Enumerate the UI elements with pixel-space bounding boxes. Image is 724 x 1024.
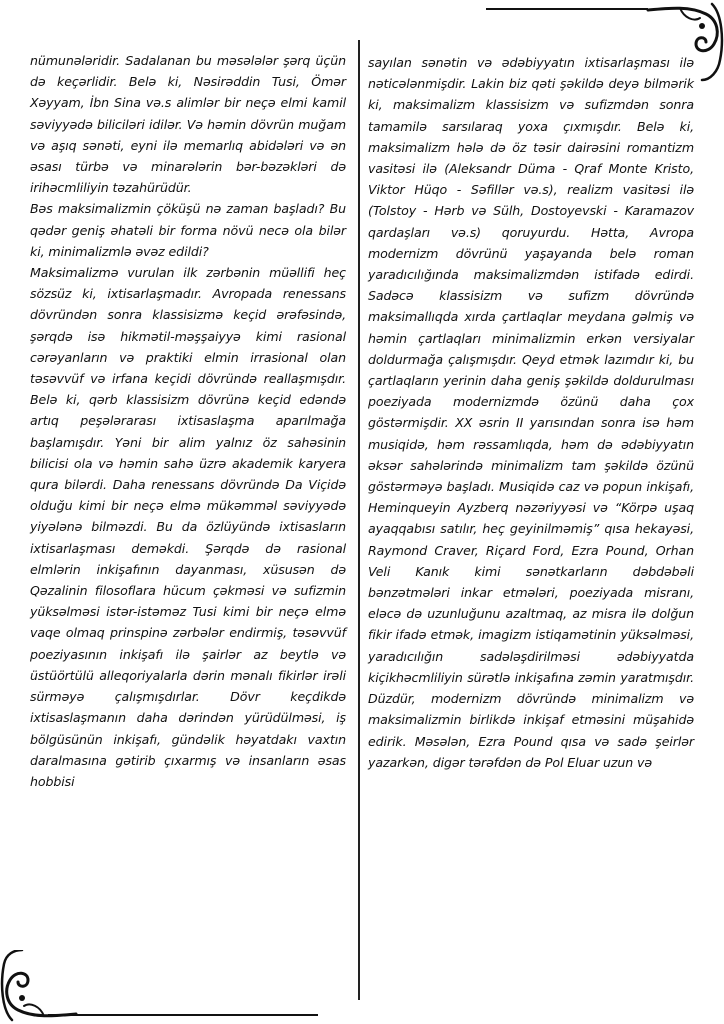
paragraph: Maksimalizmə vurulan ilk zərbənin müəllifi heç sözsüz ki, ixtisarlaşmadır. Avropada renessans dövründən sonra klassisizmə keçid ərəfəsində, şərqdə isə hikmətil-məşşaiyyə kimi rasional cərəyanların və praktiki elmin irrasional olan təsəvvüf və irfana keçidi dövründə reallaşmışdır. Belə ki, qərb klassisizm dövrünə keçid edəndə artıq peşələrarası ixtisaslaşma aparılmağa başlamışdır. Yəni bir alim yalnız öz sahəsinin bilicisi ola və həmin sahə üzrə akademik karyera qura bilərdi. Daha renessans dövründə Da Viçidə olduğu kimi bir neçə elmə mükəmməl səviyyədə yiyələnə bilməzdi. Bu da özlüyündə ixtisasların ixtisarlaşması deməkdi. Şərqdə də rasional elmlərin inkişafının dayanması, xüsusən də Qəzalinin filosoflara hücum çəkməsi və sufizmin yüksəlməsi istər-istəməz Tusi kimi bir neçə elmə vaqe olmaq prinspinə zərbələr endirmiş, təsəvvüf poeziyasının inkişafı ilə şairlər az beytlə və üstüörtülü alleqoriyalarla dərin mənalı fikirlər irəli sürməyə çalışmışdırlar. Dövr keçdikdə ixtisaslaşmanın daha dərindən yürüdülməsi, iş bölgüsünün inkişafı, gündəlik həyatdakı vaxtın daralmasına gətirib çıxarmış və insanların əsas hobbisi <box>30 265 346 789</box>
right-text-column <box>368 52 694 773</box>
corner-ornament-bottom-left-icon <box>0 950 80 1024</box>
top-rule <box>486 8 648 10</box>
paragraph: nümunələridir. Sadalanan bu məsələlər şərq üçün də keçərlidir. Belə ki, Nəsirəddin Tusi, Ömər Xəyyam, İbn Sina və.s alimlər bir neçə elmi kamil səviyyədə biliciləri idilər. Və həmin dövrün muğam və aşıq sənəti, eyni ilə memarlıq abidələri və ən əsası türbə və minarələrin bər-bəzəkləri də irihəcmliliyin təzahürüdür. <box>30 53 346 196</box>
paragraph: Bəs maksimalizmin çöküşü nə zaman başladı? Bu qədər geniş əhatəli bir forma növü necə ola bilər ki, minimalizmlə əvəz edildi? <box>30 201 346 259</box>
left-text-column <box>30 50 346 792</box>
column-divider <box>358 40 360 1000</box>
paragraph: sayılan sənətin və ədəbiyyatın ixtisarlaşması ilə nəticələnmişdir. Lakin biz qəti şəkildə deyə bilmərik ki, maksimalizm klassisizm və sufizmdən sonra tamamilə sarsılaraq yoxa çıxmışdır. Belə ki, maksimalizm hələ də öz təsir dairəsini romantizm vasitəsi ilə (Aleksandr Düma - Qraf Monte Kristo, Viktor Hüqo - Səfillər və.s), realizm vasitəsi ilə (Tolstoy - Hərb və Sülh, Dostoyevski - Karamazov qardaşları və.s) qoruyurdu. Hətta, Avropa modernizm dövrünü yaşayanda belə roman yaradıcılığında maksimalizmdən istifadə edirdi. Sadəcə klassisizm və sufizm dövründə maksimallıqda xırda çartlaqlar meydana gəlmiş və həmin çartlaqları minimalizmin erkən versiyalar doldurmağa çalışmışdır. Qeyd etmək lazımdır ki, bu çartlaqların yerinin daha geniş şəkildə doldurulması poeziyada modernizmdə özünü daha çox göstərmişdir. XX əsrin II yarısından sonra isə həm musiqidə, həm rəssamlıqda, həm də ədəbiyyatın əksər sahələrində minimalizm tam şəkildə özünü göstərməyə başladı. Musiqidə caz və popun inkişafı, Heminqueyin Ayzberq nəzəriyyəsi və “Körpə uşaq ayaqqabısı satılır, heç geyinilməmiş” qısa hekayəsi, Raymond Craver, Riçard Ford, Ezra Pound, Orhan Veli Kanık kimi sənətkarların dəbdəbəli bənzətmələri inkar etmələri, poeziyada misranı, eləcə də uzunluğunu azaltmaq, az misra ilə dolğun fikir ifadə etmək, imagizm istiqamətinin yüksəlməsi, yaradıcılığın sadələşdirilməsi ədəbiyyatda kiçikhəcmliliyin sürətlə inkişafına zəmin yaratmışdır. Düzdür, modernizm dövründə minimalizm və maksimalizmin birlikdə inkişaf etməsini müşahidə edirik. Məsələn, Ezra Pound qısa və sadə şeirlər yazarkən, digər tərəfdən də Pol Eluar uzun və <box>368 55 694 770</box>
bottom-rule <box>48 1014 318 1016</box>
